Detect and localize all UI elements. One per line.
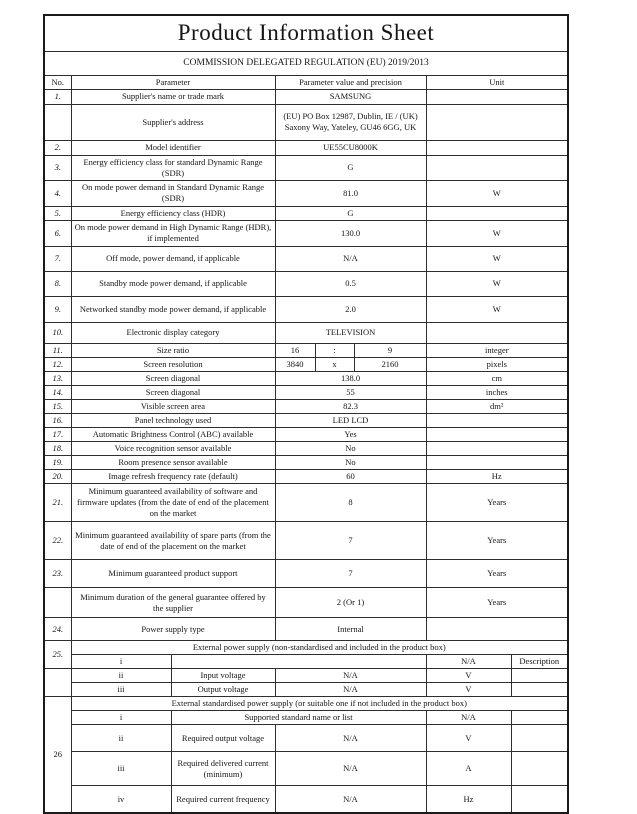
row-25i-value: N/A xyxy=(426,655,511,669)
section-26-header-row xyxy=(44,697,568,711)
row-7-unit: W xyxy=(426,246,568,271)
row-6-no: 6. xyxy=(44,220,71,246)
row-11-value-sep: : xyxy=(315,343,354,357)
row-25iii-index: iii xyxy=(71,683,171,697)
row-13-no: 13. xyxy=(44,371,71,385)
row-12-unit: pixels xyxy=(426,357,568,371)
row-19-parameter: Room presence sensor available xyxy=(71,456,275,470)
col-header-value: Parameter value and precision xyxy=(275,75,426,89)
row-3-no: 3. xyxy=(44,155,71,180)
row-26iii-description xyxy=(511,752,568,786)
page-title: Product Information Sheet xyxy=(44,15,568,51)
table-row xyxy=(44,413,568,427)
table-row xyxy=(44,89,568,104)
row-12-value-a: 3840 xyxy=(275,357,315,371)
table-row xyxy=(44,522,568,560)
row-26iv-value: N/A xyxy=(275,786,426,813)
row-14-unit: inches xyxy=(426,385,568,399)
row-4-unit: W xyxy=(426,180,568,206)
row-guarantee-no xyxy=(44,588,71,618)
row-26ii-parameter: Required output voltage xyxy=(171,725,275,752)
row-guarantee-parameter: Minimum duration of the general guarantee offered by the supplier xyxy=(71,588,275,618)
row-25-no: 25. xyxy=(44,641,71,669)
row-26iv-unit: Hz xyxy=(426,786,511,813)
row-24-value: Internal xyxy=(275,618,426,641)
row-26ii-value: N/A xyxy=(275,725,426,752)
row-10-value: TELEVISION xyxy=(275,322,426,343)
row-26iii-parameter: Required delivered current (minimum) xyxy=(171,752,275,786)
row-12-parameter: Screen resolution xyxy=(71,357,275,371)
row-4-value: 81.0 xyxy=(275,180,426,206)
row-8-unit: W xyxy=(426,271,568,296)
row-8-value: 0.5 xyxy=(275,271,426,296)
table-row xyxy=(44,588,568,618)
table-row xyxy=(44,104,568,140)
row-17-parameter: Automatic Brightness Control (ABC) available xyxy=(71,427,275,441)
row-26iii-unit: A xyxy=(426,752,511,786)
row-6-unit: W xyxy=(426,220,568,246)
row-23-unit: Years xyxy=(426,560,568,588)
row-9-value: 2.0 xyxy=(275,296,426,322)
table-row xyxy=(44,725,568,752)
table-row xyxy=(44,206,568,220)
row-address-parameter: Supplier's address xyxy=(71,104,275,140)
row-26i-parameter: Supported standard name or list xyxy=(171,711,426,725)
row-16-no: 16. xyxy=(44,413,71,427)
row-16-value: LED LCD xyxy=(275,413,426,427)
row-9-parameter: Networked standby mode power demand, if applicable xyxy=(71,296,275,322)
row-1-no: 1. xyxy=(44,89,71,104)
row-5-no: 5. xyxy=(44,206,71,220)
row-4-parameter: On mode power demand in Standard Dynamic Range (SDR) xyxy=(71,180,275,206)
row-25iii-description xyxy=(511,683,568,697)
row-20-no: 20. xyxy=(44,470,71,484)
row-11-parameter: Size ratio xyxy=(71,343,275,357)
row-15-no: 15. xyxy=(44,399,71,413)
row-2-value: UE55CU8000K xyxy=(275,140,426,155)
row-25ii-parameter: Input voltage xyxy=(171,669,275,683)
table-row xyxy=(44,711,568,725)
row-address-value: (EU) PO Box 12987, Dublin, IE / (UK) Saxony Way, Yateley, GU46 6GG, UK xyxy=(275,104,426,140)
row-18-parameter: Voice recognition sensor available xyxy=(71,442,275,456)
table-row xyxy=(44,220,568,246)
row-25i-parameter xyxy=(171,655,426,669)
row-18-unit xyxy=(426,442,568,456)
row-22-value: 7 xyxy=(275,522,426,560)
table-row xyxy=(44,155,568,180)
row-8-no: 8. xyxy=(44,271,71,296)
row-17-value: Yes xyxy=(275,427,426,441)
row-26iv-index: iv xyxy=(71,786,171,813)
row-5-unit xyxy=(426,206,568,220)
row-20-unit: Hz xyxy=(426,470,568,484)
row-21-parameter: Minimum guaranteed availability of software and firmware updates (from the date of end of the placement on the market xyxy=(71,484,275,522)
row-2-unit xyxy=(426,140,568,155)
row-7-value: N/A xyxy=(275,246,426,271)
row-26i-index: i xyxy=(71,711,171,725)
table-row xyxy=(44,655,568,669)
row-21-value: 8 xyxy=(275,484,426,522)
table-row xyxy=(44,343,568,357)
row-1-value: SAMSUNG xyxy=(275,89,426,104)
table-row xyxy=(44,669,568,683)
row-9-no: 9. xyxy=(44,296,71,322)
row-21-unit: Years xyxy=(426,484,568,522)
row-13-parameter: Screen diagonal xyxy=(71,371,275,385)
row-15-unit: dm² xyxy=(426,399,568,413)
row-25i-index: i xyxy=(71,655,171,669)
table-row xyxy=(44,484,568,522)
row-14-parameter: Screen diagonal xyxy=(71,385,275,399)
table-row xyxy=(44,322,568,343)
row-13-value: 138.0 xyxy=(275,371,426,385)
row-25iii-value: N/A xyxy=(275,683,426,697)
table-row xyxy=(44,180,568,206)
section-26-header: External standardised power supply (or suitable one if not included in the product box) xyxy=(71,697,568,711)
row-26-no: 26 xyxy=(44,697,71,813)
row-7-parameter: Off mode, power demand, if applicable xyxy=(71,246,275,271)
row-10-unit xyxy=(426,322,568,343)
row-2-no: 2. xyxy=(44,140,71,155)
row-3-unit xyxy=(426,155,568,180)
row-11-value-b: 9 xyxy=(354,343,426,357)
row-15-value: 82.3 xyxy=(275,399,426,413)
row-16-unit xyxy=(426,413,568,427)
table-row xyxy=(44,357,568,371)
row-14-no: 14. xyxy=(44,385,71,399)
row-20-value: 60 xyxy=(275,470,426,484)
row-13-unit: cm xyxy=(426,371,568,385)
row-26ii-description xyxy=(511,725,568,752)
row-7-no: 7. xyxy=(44,246,71,271)
table-row xyxy=(44,427,568,441)
row-10-parameter: Electronic display category xyxy=(71,322,275,343)
row-11-value-a: 16 xyxy=(275,343,315,357)
row-25ii-index: ii xyxy=(71,669,171,683)
row-15-parameter: Visible screen area xyxy=(71,399,275,413)
row-6-value: 130.0 xyxy=(275,220,426,246)
row-26iv-parameter: Required current frequency xyxy=(171,786,275,813)
section-25-header: External power supply (non-standardised and included in the product box) xyxy=(71,641,568,655)
row-8-parameter: Standby mode power demand, if applicable xyxy=(71,271,275,296)
table-row xyxy=(44,246,568,271)
row-25-no-spacer xyxy=(44,669,71,697)
row-24-parameter: Power supply type xyxy=(71,618,275,641)
row-11-unit: integer xyxy=(426,343,568,357)
row-19-unit xyxy=(426,456,568,470)
row-9-unit: W xyxy=(426,296,568,322)
table-row xyxy=(44,560,568,588)
table-row xyxy=(44,371,568,385)
row-18-value: No xyxy=(275,442,426,456)
row-26iv-description xyxy=(511,786,568,813)
table-row xyxy=(44,470,568,484)
row-12-value-sep: x xyxy=(315,357,354,371)
table-row xyxy=(44,442,568,456)
table-row xyxy=(44,456,568,470)
table-row xyxy=(44,385,568,399)
row-24-unit xyxy=(426,618,568,641)
row-23-value: 7 xyxy=(275,560,426,588)
row-address-no xyxy=(44,104,71,140)
col-header-no: No. xyxy=(44,75,71,89)
row-26ii-index: ii xyxy=(71,725,171,752)
table-row xyxy=(44,683,568,697)
row-25ii-value: N/A xyxy=(275,669,426,683)
row-20-parameter: Image refresh frequency rate (default) xyxy=(71,470,275,484)
row-1-parameter: Supplier's name or trade mark xyxy=(71,89,275,104)
row-25i-description: Description xyxy=(511,655,568,669)
row-11-no: 11. xyxy=(44,343,71,357)
row-19-value: No xyxy=(275,456,426,470)
row-2-parameter: Model identifier xyxy=(71,140,275,155)
row-26ii-unit: V xyxy=(426,725,511,752)
row-16-parameter: Panel technology used xyxy=(71,413,275,427)
row-10-no: 10. xyxy=(44,322,71,343)
row-17-no: 17. xyxy=(44,427,71,441)
row-23-parameter: Minimum guaranteed product support xyxy=(71,560,275,588)
row-12-no: 12. xyxy=(44,357,71,371)
regulation-subtitle: COMMISSION DELEGATED REGULATION (EU) 2019/2013 xyxy=(44,51,568,75)
row-26iii-index: iii xyxy=(71,752,171,786)
table-row xyxy=(44,618,568,641)
table-row xyxy=(44,399,568,413)
row-22-unit: Years xyxy=(426,522,568,560)
table-row xyxy=(44,271,568,296)
row-23-no: 23. xyxy=(44,560,71,588)
row-26i-description xyxy=(511,711,568,725)
row-5-parameter: Energy efficiency class (HDR) xyxy=(71,206,275,220)
section-25-header-row xyxy=(44,641,568,655)
row-24-no: 24. xyxy=(44,618,71,641)
row-3-value: G xyxy=(275,155,426,180)
table-row xyxy=(44,752,568,786)
row-22-parameter: Minimum guaranteed availability of spare parts (from the date of end of the placement on the market xyxy=(71,522,275,560)
row-3-parameter: Energy efficiency class for standard Dynamic Range (SDR) xyxy=(71,155,275,180)
row-17-unit xyxy=(426,427,568,441)
row-25iii-parameter: Output voltage xyxy=(171,683,275,697)
row-19-no: 19. xyxy=(44,456,71,470)
row-25ii-unit: V xyxy=(426,669,511,683)
table-row xyxy=(44,296,568,322)
row-25iii-unit: V xyxy=(426,683,511,697)
product-info-table xyxy=(43,14,569,814)
table-row xyxy=(44,786,568,813)
row-21-no: 21. xyxy=(44,484,71,522)
col-header-parameter: Parameter xyxy=(71,75,275,89)
row-4-no: 4. xyxy=(44,180,71,206)
row-22-no: 22. xyxy=(44,522,71,560)
col-header-unit: Unit xyxy=(426,75,568,89)
row-26i-value: N/A xyxy=(426,711,511,725)
row-guarantee-unit: Years xyxy=(426,588,568,618)
row-guarantee-value: 2 (Or 1) xyxy=(275,588,426,618)
row-address-unit xyxy=(426,104,568,140)
row-18-no: 18. xyxy=(44,442,71,456)
table-row xyxy=(44,140,568,155)
row-12-value-b: 2160 xyxy=(354,357,426,371)
row-14-value: 55 xyxy=(275,385,426,399)
row-6-parameter: On mode power demand in High Dynamic Range (HDR), if implemented xyxy=(71,220,275,246)
row-5-value: G xyxy=(275,206,426,220)
row-1-unit xyxy=(426,89,568,104)
row-25ii-description xyxy=(511,669,568,683)
row-26iii-value: N/A xyxy=(275,752,426,786)
